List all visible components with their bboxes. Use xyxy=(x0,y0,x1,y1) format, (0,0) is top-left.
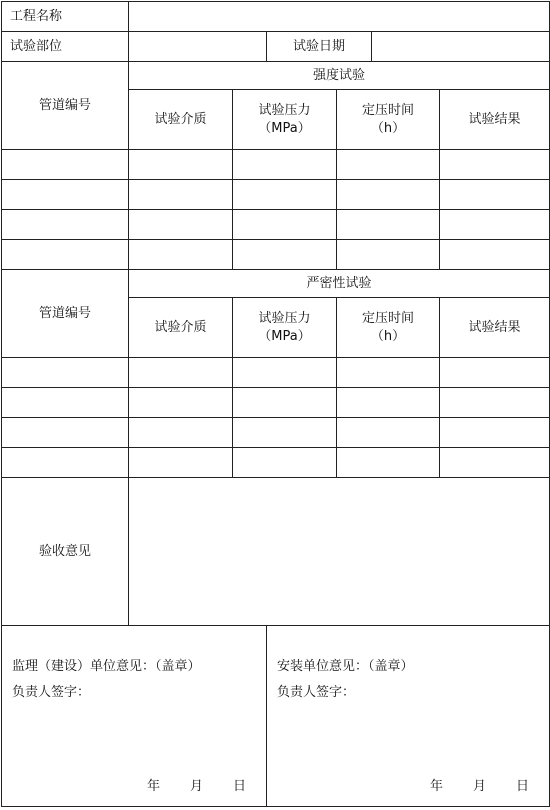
installer-signature-label: 负责人签字： xyxy=(277,685,356,700)
acceptance-label: 验收意见 xyxy=(2,478,129,626)
installer-signature-box[interactable] xyxy=(267,626,550,807)
form-table xyxy=(1,1,550,807)
year-label: 年 xyxy=(146,779,160,795)
strength-col-medium: 试验介质 xyxy=(129,90,233,150)
month-label: 月 xyxy=(473,779,487,795)
pipe-no-label-strength: 管道编号 xyxy=(2,62,129,150)
day-label: 日 xyxy=(516,779,530,795)
strength-col-hold-time: 定压时间 （h） xyxy=(337,90,440,150)
project-name-label: 工程名称 xyxy=(2,2,129,32)
installer-opinion-label: 安装单位意见：（盖章） xyxy=(277,659,414,674)
tightness-col-medium: 试验介质 xyxy=(129,298,233,358)
tightness-data-row xyxy=(2,418,550,448)
test-part-field[interactable] xyxy=(129,32,267,62)
strength-test-title: 强度试验 xyxy=(129,62,550,90)
project-name-field[interactable] xyxy=(129,2,550,32)
pipeline-test-record-form xyxy=(1,1,549,808)
month-label: 月 xyxy=(189,779,203,795)
tightness-data-row xyxy=(2,448,550,478)
strength-col-pressure: 试验压力 （MPa） xyxy=(233,90,337,150)
strength-data-row xyxy=(2,180,550,210)
tightness-col-result: 试验结果 xyxy=(440,298,550,358)
strength-data-row xyxy=(2,240,550,270)
installer-date xyxy=(430,778,529,796)
tightness-test-title: 严密性试验 xyxy=(129,270,550,298)
test-date-label: 试验日期 xyxy=(267,32,372,62)
supervisor-opinion-label: 监理（建设）单位意见：（盖章） xyxy=(12,659,201,674)
supervisor-signature-label: 负责人签字： xyxy=(12,685,91,700)
supervisor-signature-box[interactable] xyxy=(2,626,267,807)
strength-data-row xyxy=(2,210,550,240)
pipe-no-label-tightness: 管道编号 xyxy=(2,270,129,358)
tightness-data-row xyxy=(2,358,550,388)
strength-data-row xyxy=(2,150,550,180)
tightness-col-pressure: 试验压力 （MPa） xyxy=(233,298,337,358)
supervisor-date xyxy=(147,778,246,796)
test-date-field[interactable] xyxy=(372,32,550,62)
year-label: 年 xyxy=(430,779,444,795)
day-label: 日 xyxy=(232,779,246,795)
acceptance-field[interactable] xyxy=(129,478,550,626)
test-part-label: 试验部位 xyxy=(2,32,129,62)
tightness-data-row xyxy=(2,388,550,418)
tightness-col-hold-time: 定压时间 （h） xyxy=(337,298,440,358)
strength-col-result: 试验结果 xyxy=(440,90,550,150)
